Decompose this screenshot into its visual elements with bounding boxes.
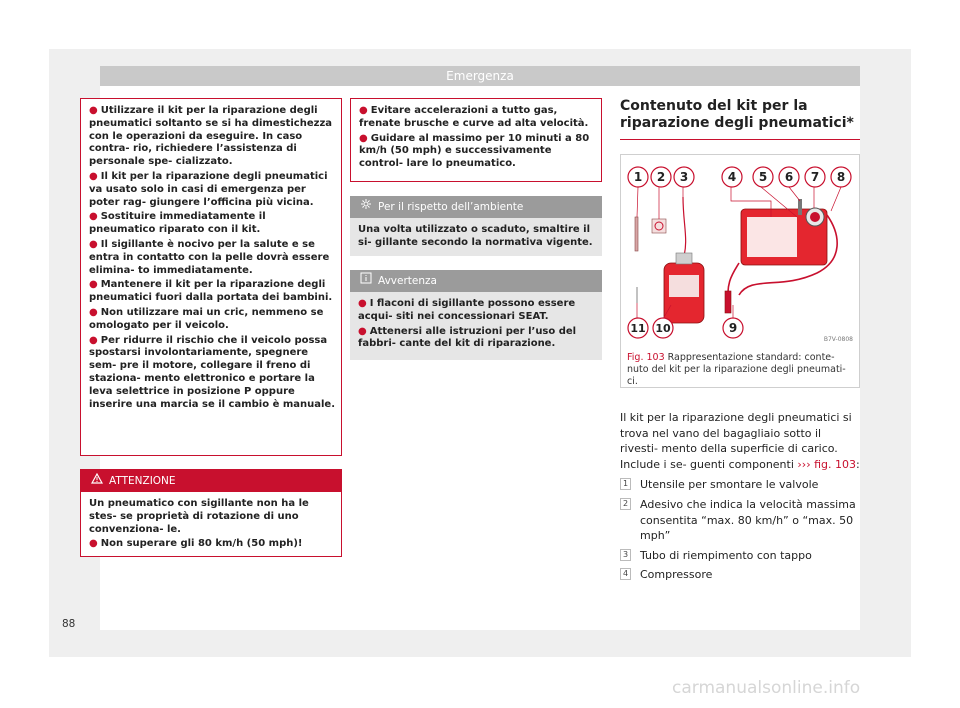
environment-box	[350, 196, 602, 256]
attention-box	[80, 469, 342, 557]
note-box	[350, 270, 602, 360]
environment-icon	[360, 196, 372, 218]
page-number: 88	[62, 618, 76, 630]
bullet: ● Non utilizzare mai un cric, nemmeno se omologato per il veicolo.	[89, 306, 324, 331]
callout-9: 9	[728, 321, 738, 335]
callout-5: 5	[758, 170, 768, 184]
list-item: 1 Utensile per smontare le valvole	[620, 477, 860, 493]
environment-header: Per il rispetto dell’ambiente	[350, 196, 602, 218]
section-title: Contenuto del kit per la riparazione degli pneumatici*	[620, 98, 860, 140]
callout-2: 2	[656, 170, 666, 184]
figure	[620, 154, 860, 388]
note-header: Avvertenza	[350, 270, 602, 292]
figure-reference-link[interactable]: ››› fig. 103	[797, 457, 856, 471]
warning-box-2	[350, 98, 602, 182]
bullet: ● Mantenere il kit per la riparazione degli pneumatici fuori dalla portata dei bambini.	[89, 279, 333, 304]
info-icon	[360, 270, 372, 292]
bullet: ● Il sigillante è nocivo per la salute e se entra in contatto con la pelle dovrà essere elimina- to immediatamente.	[89, 238, 330, 276]
attention-header: ATTENZIONE	[81, 470, 341, 492]
list-item: 2 Adesivo che indica la velocità massima consentita “max. 80 km/h” o “max. 50 mph”	[620, 497, 860, 544]
callout-7: 7	[810, 170, 820, 184]
bullet: ● Utilizzare il kit per la riparazione degli pneumatici soltanto se si ha dimestichezza con le operazioni da eseguire. In caso contra- rio, richiedere l’assistenza di personale spe- cializzato.	[89, 105, 333, 168]
bullet: ● I flaconi di sigillante possono essere acqui- siti nei concessionari SEAT.	[358, 298, 576, 322]
callout-3: 3	[679, 170, 689, 184]
callout-6: 6	[784, 170, 794, 184]
bullet: ● Non superare gli 80 km/h (50 mph)!	[89, 538, 303, 550]
bullet: ● Evitare accelerazioni a tutto gas, frenate brusche e curve ad alta velocità.	[359, 105, 589, 129]
bullet: ● Per ridurre il rischio che il veicolo possa spostarsi involontariamente, spegnere sem- pre il motore, collegare il freno di staziona- mento elettronico e portare la leva selettrice in posizione P oppure inserire una marcia se il cambio è manuale.	[89, 334, 336, 410]
watermark: carmanualsonline.info	[672, 678, 861, 698]
callout-1: 1	[633, 170, 643, 184]
callout-11: 11	[630, 322, 646, 335]
component-list	[620, 477, 860, 583]
warning-box-1	[80, 98, 342, 456]
list-item: 3 Tubo di riempimento con tappo	[620, 548, 860, 564]
figure-caption: Fig. 103 Rappresentazione standard: conte- nuto del kit per la riparazione degli pneumati- ci.	[627, 352, 846, 387]
bullet: ● Attenersi alle istruzioni per l’uso del fabbri- cante del kit di riparazione.	[358, 325, 577, 350]
warning-triangle-icon	[91, 470, 103, 492]
repair-kit-illustration	[621, 155, 859, 345]
attention-text: Un pneumatico con sigillante non ha le stes- se proprietà di rotazione di uno convenziona- le.	[89, 498, 309, 535]
kit-description: Il kit per la riparazione degli pneumatici si trova nel vano del bagagliaio sotto il rivesti- mento della superficie di carico. Include i se- guenti componenti ››› fig. 103:	[620, 411, 860, 471]
column-2	[350, 98, 602, 360]
bullet: ● Sostituire immediatamente il pneumatico riparato con il kit.	[89, 211, 266, 236]
column-3	[620, 98, 860, 587]
figure-code: B7V-0808	[823, 336, 853, 343]
section-header: Emergenza	[100, 66, 860, 86]
list-item: 4 Compressore	[620, 567, 860, 583]
environment-text: Una volta utilizzato o scaduto, smaltire il si- gillante secondo la normativa vigente.	[358, 224, 593, 248]
callout-10: 10	[655, 322, 671, 335]
note-body	[350, 292, 602, 359]
callout-4: 4	[727, 170, 737, 184]
callout-8: 8	[836, 170, 846, 184]
bullet: ● Il kit per la riparazione degli pneumatici va usato solo in casi di emergenza per poter rag- giungere l’officina più vicina.	[89, 170, 328, 208]
column-1	[80, 98, 342, 557]
bullet: ● Guidare al massimo per 10 minuti a 80 km/h (50 mph) e successivamente control- lare lo pneumatico.	[359, 132, 590, 170]
